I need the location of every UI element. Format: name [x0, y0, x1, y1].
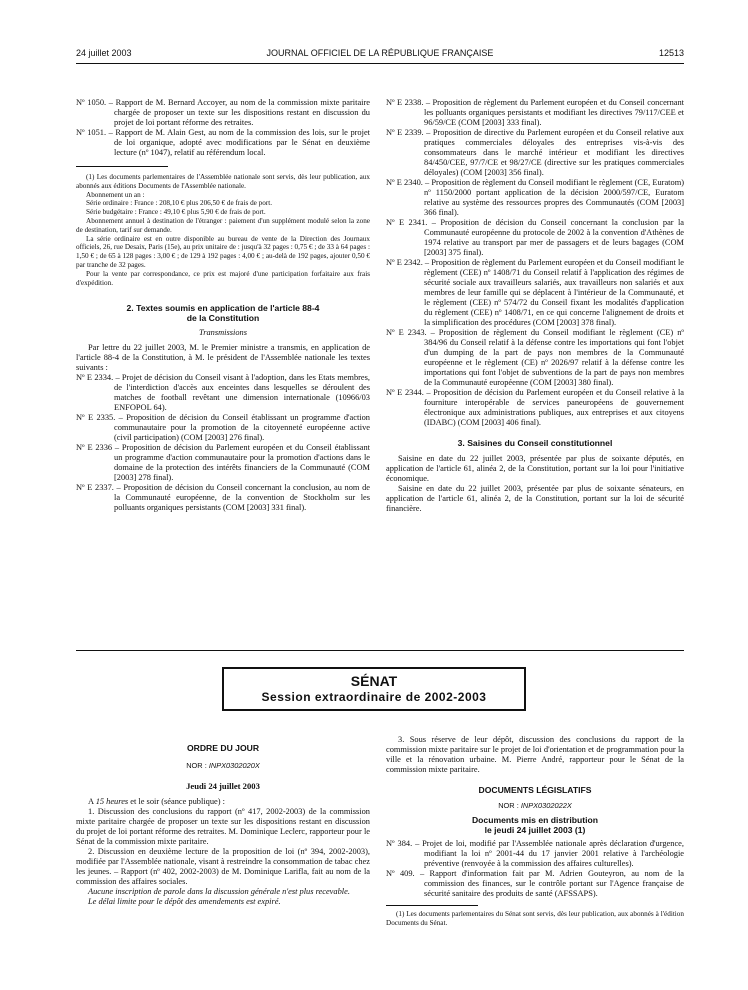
subsection-title: Transmissions	[199, 328, 247, 338]
left-column-bottom	[76, 743, 370, 907]
document-item: Nº 409. – Rapport d'information fait par M. Adrien Gouteyron, au nom de la commission des finances, sur le contrôle portant sur l'Agence française de sécurité sanitaire des produits de santé (AFSSAPS).	[386, 869, 684, 898]
eu-text-item: Nº E 2336 – Proposition de décision du Parlement européen et du Conseil établissant un programme d'action communautaire pour la promotion d'actions dans le domaine de la protection des intérêts financiers de la Communauté (COM [2003] 278 final).	[76, 443, 370, 483]
ordre-du-jour-heading: ORDRE DU JOUR	[186, 743, 260, 753]
eu-text-item: Nº E 2337. – Proposition de décision du Conseil concernant la conclusion, au nom de la Communauté européenne, de la convention de Stockholm sur les polluants organiques persistants (COM [2003] 331 final).	[76, 483, 370, 513]
header-date: 24 juillet 2003	[76, 48, 132, 58]
session-date: Jeudi 24 juillet 2003	[186, 781, 260, 791]
left-column-top	[76, 98, 370, 513]
eu-text-item: Nº E 2340. – Proposition de règlement du Conseil modifiant le règlement (CE, Euratom) nº 1150/2000 portant application de la décision 2000/597/CE, Euratom relative au système des ressources propres des Communautés (COM [2003] 366 final).	[386, 178, 684, 217]
eu-text-item: Nº E 2344. – Proposition de décision du Parlement européen et du Conseil relative à la fourniture interopérable de services paneuropéens de gouvernement électronique aux administrations publiques, aux entreprises et aux citoyens (IDABC) (COM [2003] 406 final).	[386, 388, 684, 427]
page-header	[76, 48, 684, 62]
header-journal-title: JOURNAL OFFICIEL DE LA RÉPUBLIQUE FRANÇAISE	[266, 48, 494, 58]
section-title: 3. Saisines du Conseil constitutionnel	[457, 438, 613, 448]
agenda-point: 3. Sous réserve de leur dépôt, discussion des conclusions du rapport de la commission mixte paritaire sur le projet de loi d'orientation et de programmation pour la ville et la rénovation urbaine. M. Pierre André, rapporteur pour le Sénat de la commission mixte paritaire.	[386, 735, 684, 774]
eu-text-item: Nº E 2339. – Proposition de directive du Parlement européen et du Conseil relative aux pratiques commerciales déloyales des entreprises vis-à-vis des consommateurs dans le marché intérieur et modifiant les directives 84/450/CEE, 97/7/CE et 98/27/CE (directive sur les pratiques commerciales déloyales) (COM [2003] 356 final).	[386, 128, 684, 177]
document-item: Nº 384. – Projet de loi, modifié par l'Assemblée nationale après déclaration d'urgence, modifiant la loi nº 2001-44 du 17 janvier 2001 relative à l'archéologie préventive (renvoyée à la commission des affaires culturelles).	[386, 839, 684, 868]
senat-title-box	[222, 667, 526, 711]
transmissions-intro: Par lettre du 22 juillet 2003, M. le Premier ministre a transmis, en application de l'article 88-4 de la Constitution, à M. le président de l'Assemblée nationale les textes suivants :	[76, 343, 370, 373]
report-item: Nº 1051. – Rapport de M. Alain Gest, au nom de la commission des lois, sur le projet de loi organique, adopté avec modifications par le Sénat en deuxième lecture (nº 1047), relatif au référendum local.	[76, 128, 370, 157]
nor-reference: NOR : INPX0302022X	[498, 801, 572, 810]
eu-text-item: Nº E 2335. – Proposition de décision du Conseil établissant un programme d'action communautaire pour la promotion de la citoyenneté européenne active (civil participation) (COM [2003] 276 final).	[76, 413, 370, 443]
report-item: Nº 1050. – Rapport de M. Bernard Accoyer, au nom de la commission mixte paritaire chargée de proposer un texte sur les dispositions restant en discussion du projet de loi portant réforme des retraites.	[76, 98, 370, 127]
eu-text-item: Nº E 2334. – Projet de décision du Conseil visant à l'adoption, dans les Etats membres, de l'interdiction d'accès aux enceintes dans lesquelles se déroulent des matches de football revêtant une dimension internationale (10966/03 ENFOPOL 64).	[76, 373, 370, 413]
saisine-paragraph: Saisine en date du 22 juillet 2003, présentée par plus de soixante députés, en application de l'article 61, alinéa 2, de la Constitution, portant sur la loi pour l'initiative économique.	[386, 454, 684, 483]
footnote-an: (1) Les documents parlementaires de l'Assemblée nationale sont servis, dès leur publication, aux abonnés aux éditions Documents de l'Assemblée nationale. Abonnement un an : Série ordinaire : France : 208,10 € plus 206,50 € de frais de port. Série budgétaire : France : 49,10 € plus 5,90 € de frais de port. Abonnement annuel à destination de l'étranger : paiement d'un supplément modulé selon la zone de destination, tarif sur demande. La série ordinaire est en outre disponible au bureau de vente de la Direction des Journaux officiels, 26, rue Desaix, Paris (15e), au prix unitaire de : jusqu'à 32 pages : 0,75 € ; de 33 à 64 pages : 1,50 € ; de 65 à 128 pages : 3,00 € ; de 129 à 192 pages : 4,00 € ; au-delà de 192 pages, ajouter 0,50 € par tranche de 32 pages. Pour la vente par correspondance, ce prix est majoré d'une participation forfaitaire aux frais d'expédition.	[76, 173, 370, 287]
eu-text-item: Nº E 2341. – Proposition de décision du Conseil concernant la conclusion par la Communauté européenne du protocole de 2002 à la convention d'Athènes de 1974 relative au transport par mer de passagers et de leurs bagages (COM [2003] 375 final).	[386, 218, 684, 257]
agenda-note: Aucune inscription de parole dans la discussion générale n'est plus recevable.	[88, 887, 350, 896]
footnote-rule	[76, 166, 168, 167]
documents-legislatifs-heading: DOCUMENTS LÉGISLATIFS	[478, 785, 592, 795]
senat-top-rule	[76, 650, 684, 651]
eu-text-item: Nº E 2342. – Proposition de règlement du Parlement européen et du Conseil modifiant le règlement (CEE) nº 1408/71 du Conseil relatif à l'application des régimes de sécurité sociale aux travailleurs salariés, aux travailleurs non salariés et aux membres de leur famille qui se déplacent à l'intérieur de la Communauté, et le règlement (CEE) nº 574/72 du Conseil fixant les modalités d'application du règlement (CEE) nº 1408/71, en ce qui concerne l'alignement de droits et la simplification des procédures (COM [2003] 378 final).	[386, 258, 684, 327]
header-rule	[76, 63, 684, 64]
session-intro: A 15 heures et le soir (séance publique) :	[88, 797, 225, 806]
distribution-subtitle: Documents mis en distribution	[471, 815, 599, 825]
footnote-senat: (1) Les documents parlementaires du Sénat sont servis, dès leur publication, aux abonnés à l'édition Documents du Sénat.	[386, 910, 684, 927]
footnote-rule	[386, 905, 478, 906]
nor-reference: NOR : INPX0302020X	[186, 761, 260, 770]
saisine-paragraph: Saisine en date du 22 juillet 2003, présentée par plus de soixante sénateurs, en application de l'article 61, alinéa 2, de la Constitution, portant sur la loi de sécurité financière.	[386, 484, 684, 513]
senat-title: SÉNAT	[350, 673, 398, 689]
senat-session-subtitle: Session extraordinaire de 2002-2003	[261, 690, 487, 704]
agenda-note: Le délai limite pour le dépôt des amendements est expiré.	[88, 897, 281, 906]
right-column-bottom	[386, 735, 684, 928]
eu-text-item: Nº E 2343. – Proposition de règlement du Conseil modifiant le règlement (CE) nº 384/96 du Conseil relatif à la défense contre les importations qui font l'objet d'un dumping de la part de pays non membres de la Communauté européenne et le règlement (CE) nº 2026/97 relatif à la défense contre les importations qui font l'objet de subventions de la part de pays non membres de la Communauté européenne (COM [2003] 380 final).	[386, 328, 684, 387]
section-title-cont: de la Constitution	[186, 313, 260, 324]
section-title: 2. Textes soumis en application de l'article 88-4	[126, 303, 320, 314]
agenda-point: 2. Discussion en deuxième lecture de la proposition de loi (nº 394, 2002-2003), modifiée par l'Assemblée nationale, visant à restreindre la consommation de tabac chez les jeunes. – Rapport (nº 402, 2002-2003) de M. Dominique Larifla, fait au nom de la commission des affaires sociales.	[76, 847, 370, 886]
agenda-point: 1. Discussion des conclusions du rapport (nº 417, 2002-2003) de la commission mixte paritaire chargée de proposer un texte sur les dispositions restant en discussion du projet de loi portant réforme des retraites. M. Dominique Leclerc, rapporteur pour le Sénat de la commission mixte paritaire.	[76, 807, 370, 846]
eu-text-item: Nº E 2338. – Proposition de règlement du Parlement européen et du Conseil concernant les polluants organiques persistants et modifiant les directives 79/117/CEE et 96/59/CE (COM [2003] 333 final).	[386, 98, 684, 127]
header-page-number: 12513	[658, 48, 684, 58]
right-column-top	[386, 98, 684, 514]
distribution-subtitle-cont: le jeudi 24 juillet 2003 (1)	[484, 825, 586, 835]
